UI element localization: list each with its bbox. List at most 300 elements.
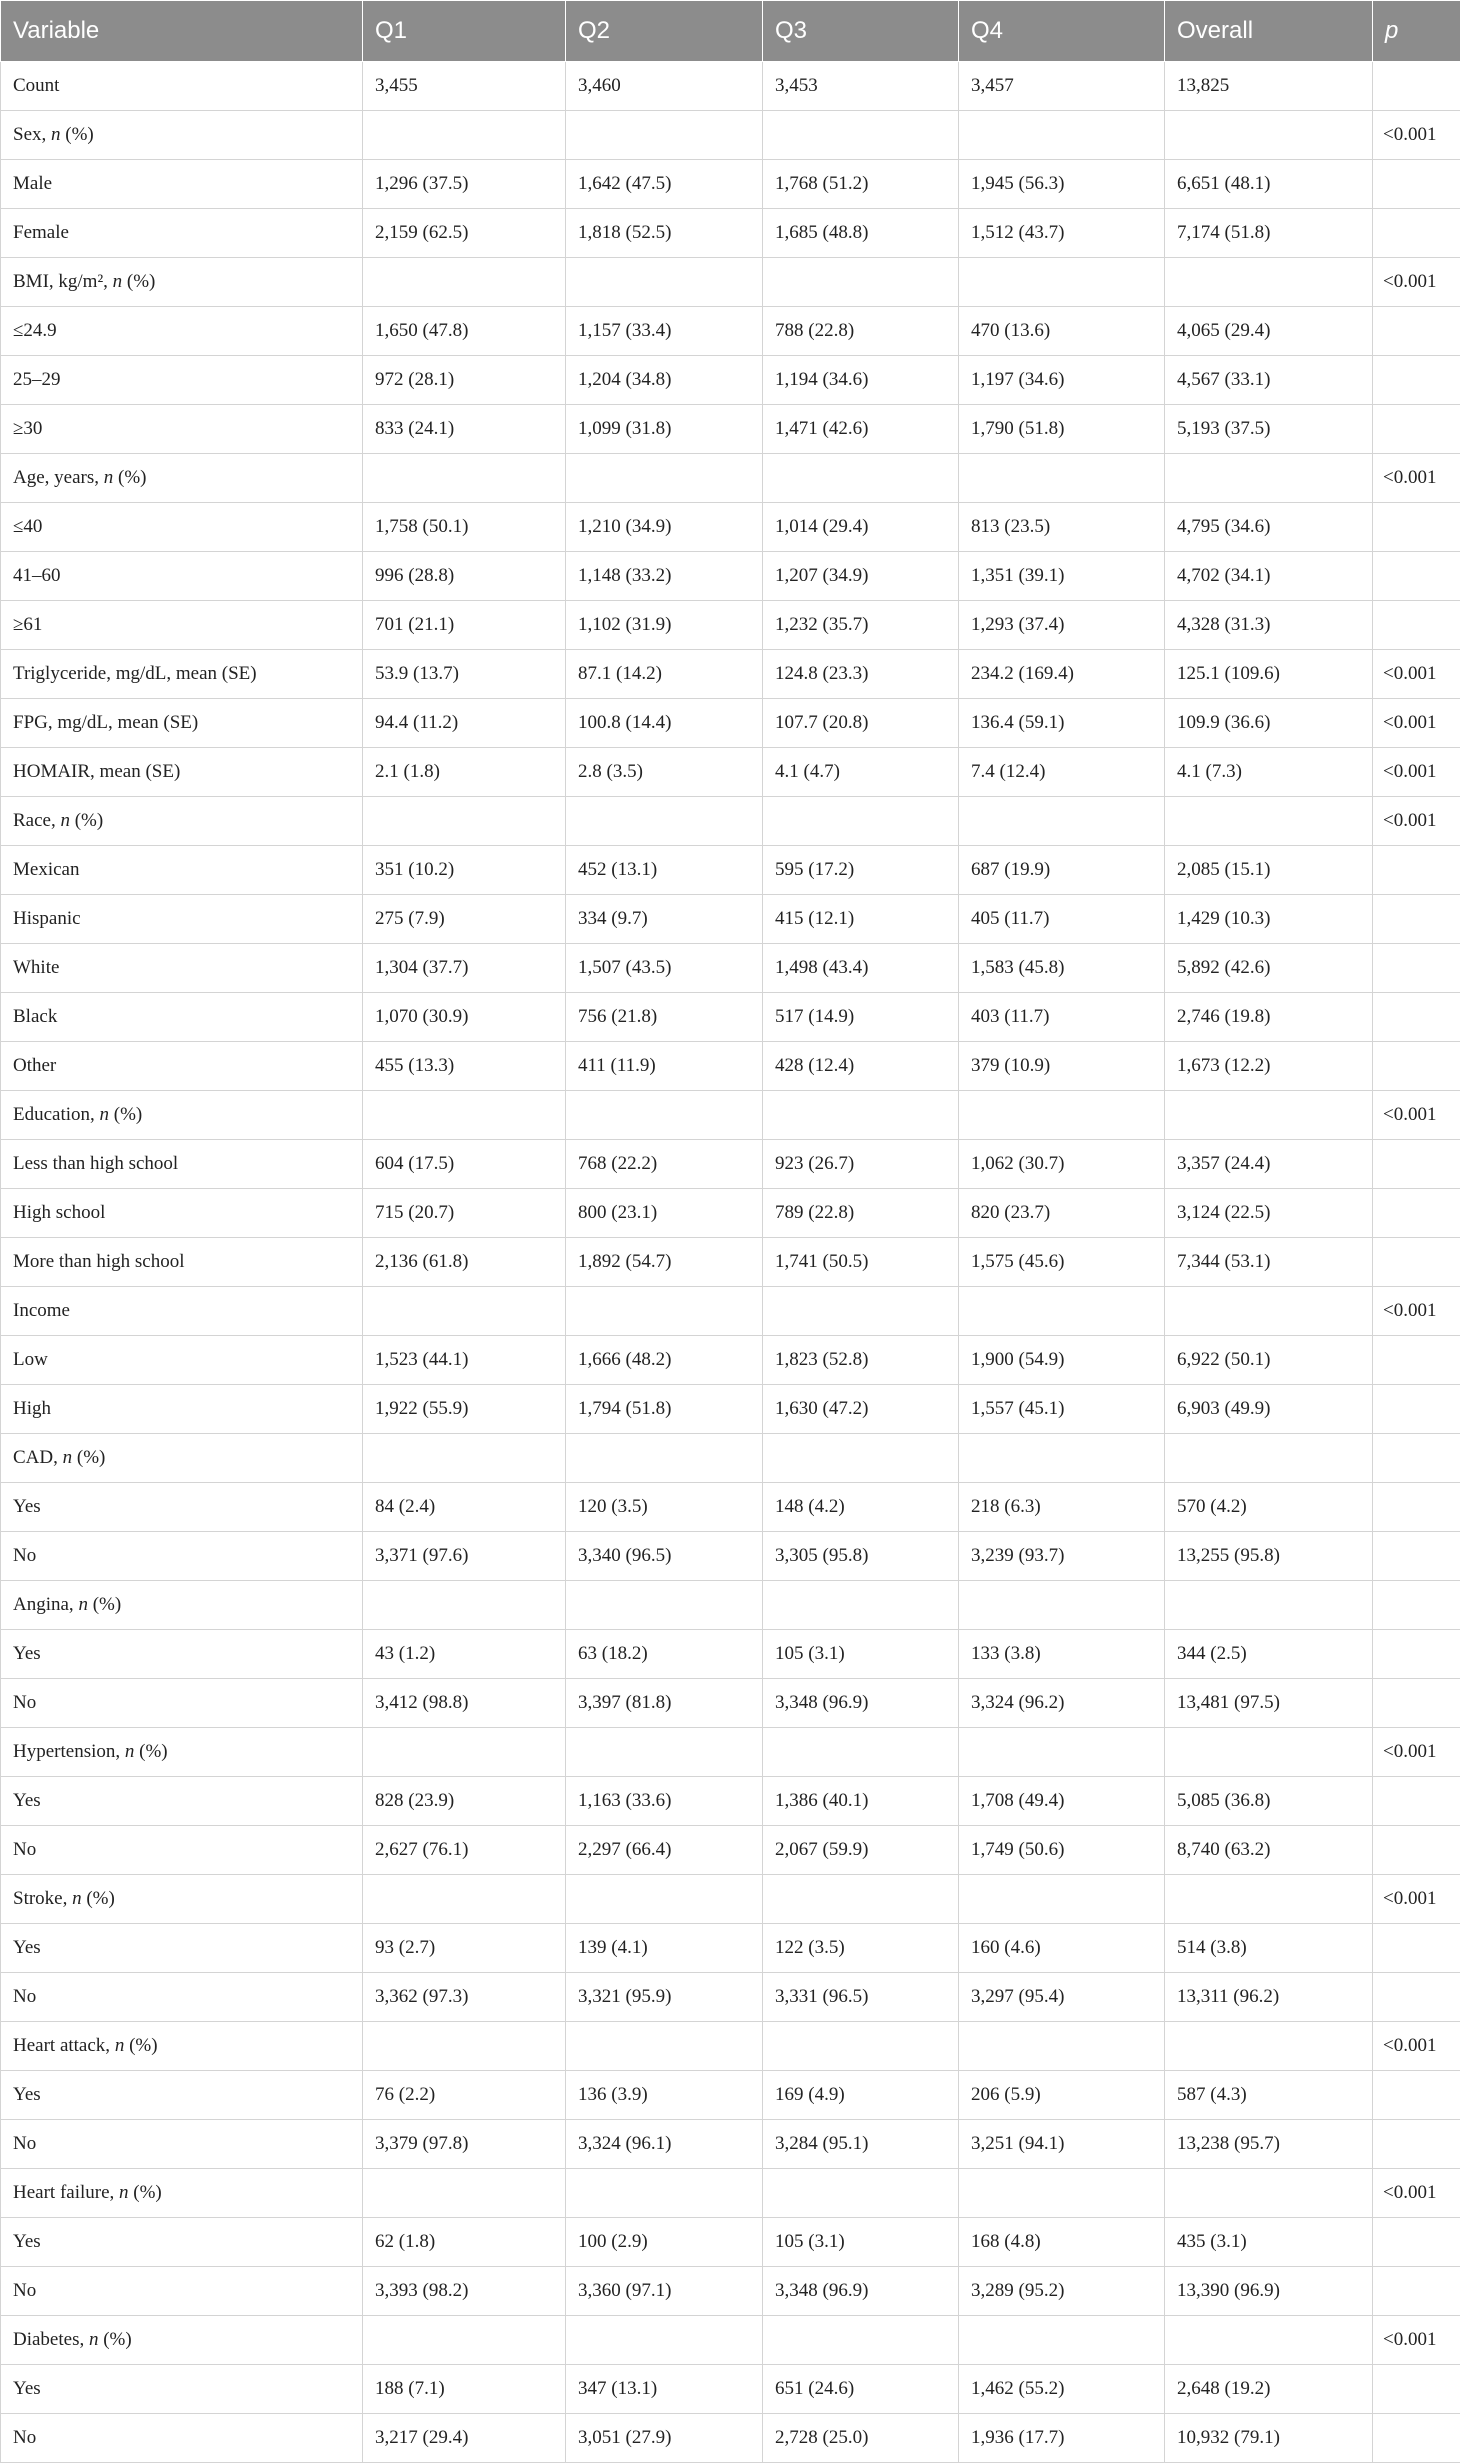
cell-q4: 3,251 (94.1) — [959, 2120, 1165, 2169]
table-row — [1, 1140, 1460, 1189]
cell-overall — [1165, 258, 1373, 307]
cell-q2 — [566, 258, 763, 307]
cell-p — [1373, 1483, 1460, 1532]
cell-p: <0.001 — [1373, 1875, 1460, 1924]
cell-variable: 41–60 — [1, 552, 363, 601]
cell-q2: 1,210 (34.9) — [566, 503, 763, 552]
table-row — [1, 1777, 1460, 1826]
cell-q1: 1,523 (44.1) — [363, 1336, 566, 1385]
cell-variable: Mexican — [1, 846, 363, 895]
cell-q1: 3,379 (97.8) — [363, 2120, 566, 2169]
cell-overall: 570 (4.2) — [1165, 1483, 1373, 1532]
cell-q2: 3,051 (27.9) — [566, 2414, 763, 2463]
cell-q2: 452 (13.1) — [566, 846, 763, 895]
cell-q3: 1,014 (29.4) — [763, 503, 959, 552]
cell-variable: Age, years, n (%) — [1, 454, 363, 503]
cell-q2: 2.8 (3.5) — [566, 748, 763, 797]
cell-overall: 4,328 (31.3) — [1165, 601, 1373, 650]
cell-overall — [1165, 2316, 1373, 2365]
cell-q3 — [763, 1581, 959, 1630]
cell-variable: High school — [1, 1189, 363, 1238]
cell-q3: 1,232 (35.7) — [763, 601, 959, 650]
table-row — [1, 650, 1460, 699]
table-row — [1, 2414, 1460, 2463]
cell-overall: 125.1 (109.6) — [1165, 650, 1373, 699]
cell-p — [1373, 993, 1460, 1042]
cell-q4: 379 (10.9) — [959, 1042, 1165, 1091]
cell-variable: Yes — [1, 1777, 363, 1826]
header-q4: Q4 — [959, 1, 1165, 62]
cell-q4: 168 (4.8) — [959, 2218, 1165, 2267]
cell-q3: 3,453 — [763, 62, 959, 111]
cell-q2: 1,794 (51.8) — [566, 1385, 763, 1434]
cell-q1: 833 (24.1) — [363, 405, 566, 454]
cell-q2: 1,507 (43.5) — [566, 944, 763, 993]
cell-p: <0.001 — [1373, 650, 1460, 699]
cell-variable: Male — [1, 160, 363, 209]
cell-q1: 188 (7.1) — [363, 2365, 566, 2414]
cell-p: <0.001 — [1373, 797, 1460, 846]
cell-q4 — [959, 797, 1165, 846]
cell-variable: CAD, n (%) — [1, 1434, 363, 1483]
cell-q1: 2.1 (1.8) — [363, 748, 566, 797]
cell-q4: 1,708 (49.4) — [959, 1777, 1165, 1826]
cell-q1: 972 (28.1) — [363, 356, 566, 405]
cell-overall: 13,255 (95.8) — [1165, 1532, 1373, 1581]
cell-q3: 923 (26.7) — [763, 1140, 959, 1189]
cell-q4 — [959, 2316, 1165, 2365]
cell-overall: 13,481 (97.5) — [1165, 1679, 1373, 1728]
cell-p: <0.001 — [1373, 1728, 1460, 1777]
cell-q1: 275 (7.9) — [363, 895, 566, 944]
cell-q3 — [763, 2316, 959, 2365]
cell-q3: 651 (24.6) — [763, 2365, 959, 2414]
cell-q4 — [959, 1728, 1165, 1777]
cell-q4: 160 (4.6) — [959, 1924, 1165, 1973]
table-row — [1, 601, 1460, 650]
table-row — [1, 2218, 1460, 2267]
cell-q3: 517 (14.9) — [763, 993, 959, 1042]
cell-q1: 3,362 (97.3) — [363, 1973, 566, 2022]
cell-p — [1373, 1238, 1460, 1287]
cell-overall — [1165, 454, 1373, 503]
cell-q1: 1,296 (37.5) — [363, 160, 566, 209]
cell-p — [1373, 846, 1460, 895]
cell-q4: 206 (5.9) — [959, 2071, 1165, 2120]
cell-q2 — [566, 1728, 763, 1777]
cell-variable: Triglyceride, mg/dL, mean (SE) — [1, 650, 363, 699]
cell-variable: Heart attack, n (%) — [1, 2022, 363, 2071]
cell-overall: 8,740 (63.2) — [1165, 1826, 1373, 1875]
cell-q3: 124.8 (23.3) — [763, 650, 959, 699]
cell-q4: 1,575 (45.6) — [959, 1238, 1165, 1287]
cell-q3: 169 (4.9) — [763, 2071, 959, 2120]
cell-q2: 1,157 (33.4) — [566, 307, 763, 356]
cell-q4: 403 (11.7) — [959, 993, 1165, 1042]
cell-p — [1373, 62, 1460, 111]
cell-q3: 3,305 (95.8) — [763, 1532, 959, 1581]
cell-q2: 1,102 (31.9) — [566, 601, 763, 650]
cell-q2: 1,666 (48.2) — [566, 1336, 763, 1385]
cell-q3: 4.1 (4.7) — [763, 748, 959, 797]
cell-p — [1373, 160, 1460, 209]
cell-q4: 133 (3.8) — [959, 1630, 1165, 1679]
cell-q2: 120 (3.5) — [566, 1483, 763, 1532]
cell-variable: Yes — [1, 1630, 363, 1679]
cell-q1: 94.4 (11.2) — [363, 699, 566, 748]
table-row — [1, 552, 1460, 601]
table-row — [1, 2169, 1460, 2218]
cell-overall: 6,922 (50.1) — [1165, 1336, 1373, 1385]
table-row — [1, 944, 1460, 993]
cell-p: <0.001 — [1373, 454, 1460, 503]
cell-q1: 604 (17.5) — [363, 1140, 566, 1189]
cell-p — [1373, 209, 1460, 258]
cell-q3: 105 (3.1) — [763, 2218, 959, 2267]
cell-q3: 595 (17.2) — [763, 846, 959, 895]
cell-q4: 813 (23.5) — [959, 503, 1165, 552]
cell-q1: 53.9 (13.7) — [363, 650, 566, 699]
cell-variable: No — [1, 1826, 363, 1875]
cell-variable: No — [1, 2120, 363, 2169]
cell-q4: 218 (6.3) — [959, 1483, 1165, 1532]
cell-q4: 3,239 (93.7) — [959, 1532, 1165, 1581]
cell-q1: 3,217 (29.4) — [363, 2414, 566, 2463]
cell-q2: 139 (4.1) — [566, 1924, 763, 1973]
cell-q2: 100 (2.9) — [566, 2218, 763, 2267]
cell-variable: No — [1, 1532, 363, 1581]
table-row — [1, 1679, 1460, 1728]
table-row — [1, 2316, 1460, 2365]
cell-q3 — [763, 2169, 959, 2218]
cell-variable: Angina, n (%) — [1, 1581, 363, 1630]
cell-overall: 344 (2.5) — [1165, 1630, 1373, 1679]
cell-q1 — [363, 1581, 566, 1630]
cell-q4: 3,324 (96.2) — [959, 1679, 1165, 1728]
table-row — [1, 2022, 1460, 2071]
cell-p — [1373, 307, 1460, 356]
cell-overall: 4,702 (34.1) — [1165, 552, 1373, 601]
cell-q2 — [566, 1091, 763, 1140]
cell-variable: More than high school — [1, 1238, 363, 1287]
cell-overall: 4,567 (33.1) — [1165, 356, 1373, 405]
cell-overall: 5,193 (37.5) — [1165, 405, 1373, 454]
cell-q4: 1,512 (43.7) — [959, 209, 1165, 258]
cell-overall: 6,903 (49.9) — [1165, 1385, 1373, 1434]
cell-p: <0.001 — [1373, 258, 1460, 307]
table-row — [1, 1728, 1460, 1777]
table-row — [1, 2120, 1460, 2169]
table-row — [1, 503, 1460, 552]
cell-overall: 1,673 (12.2) — [1165, 1042, 1373, 1091]
table-row — [1, 699, 1460, 748]
cell-q4 — [959, 1287, 1165, 1336]
table-row — [1, 1336, 1460, 1385]
cell-p — [1373, 2267, 1460, 2316]
cell-q3: 122 (3.5) — [763, 1924, 959, 1973]
cell-q3 — [763, 454, 959, 503]
header-q2: Q2 — [566, 1, 763, 62]
cell-variable: Race, n (%) — [1, 797, 363, 846]
cell-p — [1373, 356, 1460, 405]
cell-q2 — [566, 454, 763, 503]
cell-variable: ≥61 — [1, 601, 363, 650]
cell-variable: BMI, kg/m², n (%) — [1, 258, 363, 307]
cell-variable: HOMAIR, mean (SE) — [1, 748, 363, 797]
cell-overall: 13,390 (96.9) — [1165, 2267, 1373, 2316]
table-row — [1, 993, 1460, 1042]
cell-variable: No — [1, 2414, 363, 2463]
cell-q4: 1,293 (37.4) — [959, 601, 1165, 650]
cell-q3: 107.7 (20.8) — [763, 699, 959, 748]
header-variable: Variable — [1, 1, 363, 62]
cell-p — [1373, 1924, 1460, 1973]
cell-q3 — [763, 1875, 959, 1924]
cell-q4 — [959, 111, 1165, 160]
table-row — [1, 62, 1460, 111]
cell-p — [1373, 2365, 1460, 2414]
cell-q3 — [763, 1091, 959, 1140]
table-row — [1, 258, 1460, 307]
cell-q2 — [566, 111, 763, 160]
cell-q4 — [959, 2022, 1165, 2071]
cell-overall — [1165, 111, 1373, 160]
cell-q1: 351 (10.2) — [363, 846, 566, 895]
cell-q2: 1,642 (47.5) — [566, 160, 763, 209]
table-row — [1, 1924, 1460, 1973]
cell-overall: 109.9 (36.6) — [1165, 699, 1373, 748]
cell-overall: 6,651 (48.1) — [1165, 160, 1373, 209]
cell-q3: 1,741 (50.5) — [763, 1238, 959, 1287]
cell-variable: Yes — [1, 2071, 363, 2120]
cell-overall — [1165, 1875, 1373, 1924]
cell-q2: 1,099 (31.8) — [566, 405, 763, 454]
table-row — [1, 405, 1460, 454]
cell-p — [1373, 2120, 1460, 2169]
cell-q4: 1,749 (50.6) — [959, 1826, 1165, 1875]
cell-p — [1373, 1679, 1460, 1728]
cell-overall: 13,311 (96.2) — [1165, 1973, 1373, 2022]
cell-overall — [1165, 1091, 1373, 1140]
cell-p — [1373, 1630, 1460, 1679]
cell-variable: ≤40 — [1, 503, 363, 552]
cell-q2: 3,397 (81.8) — [566, 1679, 763, 1728]
cell-q3: 105 (3.1) — [763, 1630, 959, 1679]
cell-overall: 4,795 (34.6) — [1165, 503, 1373, 552]
table-row — [1, 1826, 1460, 1875]
cell-overall: 5,892 (42.6) — [1165, 944, 1373, 993]
cell-p — [1373, 405, 1460, 454]
cell-q3 — [763, 111, 959, 160]
cell-q2: 1,204 (34.8) — [566, 356, 763, 405]
cell-q4: 1,062 (30.7) — [959, 1140, 1165, 1189]
cell-q2: 1,892 (54.7) — [566, 1238, 763, 1287]
cell-overall — [1165, 797, 1373, 846]
cell-q3: 789 (22.8) — [763, 1189, 959, 1238]
cell-p — [1373, 2218, 1460, 2267]
cell-p — [1373, 1777, 1460, 1826]
cell-q2 — [566, 797, 763, 846]
cell-p: <0.001 — [1373, 2316, 1460, 2365]
cell-q2 — [566, 1434, 763, 1483]
cell-variable: No — [1, 1679, 363, 1728]
table-body — [1, 62, 1460, 2463]
cell-p: <0.001 — [1373, 748, 1460, 797]
cell-variable: Yes — [1, 1483, 363, 1532]
table-row — [1, 797, 1460, 846]
table-row — [1, 209, 1460, 258]
table-row — [1, 1434, 1460, 1483]
cell-p — [1373, 1385, 1460, 1434]
table-row — [1, 748, 1460, 797]
cell-p — [1373, 2414, 1460, 2463]
cell-q2: 3,360 (97.1) — [566, 2267, 763, 2316]
cell-q2: 3,321 (95.9) — [566, 1973, 763, 2022]
cell-p — [1373, 503, 1460, 552]
cell-overall: 5,085 (36.8) — [1165, 1777, 1373, 1826]
cell-overall: 2,648 (19.2) — [1165, 2365, 1373, 2414]
cell-q3: 1,768 (51.2) — [763, 160, 959, 209]
cell-p — [1373, 1189, 1460, 1238]
cell-q1 — [363, 2316, 566, 2365]
table-row — [1, 1091, 1460, 1140]
cell-q3 — [763, 2022, 959, 2071]
table-row — [1, 1189, 1460, 1238]
cell-overall: 10,932 (79.1) — [1165, 2414, 1373, 2463]
cell-q4 — [959, 454, 1165, 503]
cell-p — [1373, 1581, 1460, 1630]
cell-q4: 470 (13.6) — [959, 307, 1165, 356]
cell-q4: 687 (19.9) — [959, 846, 1165, 895]
cell-q1 — [363, 1875, 566, 1924]
cell-q2: 1,818 (52.5) — [566, 209, 763, 258]
cell-q4: 1,900 (54.9) — [959, 1336, 1165, 1385]
cell-variable: Yes — [1, 2365, 363, 2414]
cell-q1: 701 (21.1) — [363, 601, 566, 650]
cell-q3: 1,823 (52.8) — [763, 1336, 959, 1385]
cell-q1: 2,136 (61.8) — [363, 1238, 566, 1287]
cell-q3: 415 (12.1) — [763, 895, 959, 944]
cell-variable: ≥30 — [1, 405, 363, 454]
cell-overall: 4.1 (7.3) — [1165, 748, 1373, 797]
cell-q1: 93 (2.7) — [363, 1924, 566, 1973]
cell-q2: 3,460 — [566, 62, 763, 111]
cell-variable: Hypertension, n (%) — [1, 1728, 363, 1777]
cell-q1 — [363, 797, 566, 846]
cell-overall: 3,357 (24.4) — [1165, 1140, 1373, 1189]
cell-q1: 715 (20.7) — [363, 1189, 566, 1238]
cell-variable: Heart failure, n (%) — [1, 2169, 363, 2218]
cell-q3: 3,348 (96.9) — [763, 2267, 959, 2316]
cell-q3: 3,284 (95.1) — [763, 2120, 959, 2169]
cell-q4: 1,945 (56.3) — [959, 160, 1165, 209]
cell-q1: 1,070 (30.9) — [363, 993, 566, 1042]
cell-q1: 1,650 (47.8) — [363, 307, 566, 356]
cell-q4 — [959, 2169, 1165, 2218]
cell-variable: No — [1, 1973, 363, 2022]
cell-q1: 1,922 (55.9) — [363, 1385, 566, 1434]
cell-variable: Yes — [1, 2218, 363, 2267]
cell-q2 — [566, 2169, 763, 2218]
table-row — [1, 1483, 1460, 1532]
table-row — [1, 1532, 1460, 1581]
cell-q4: 3,297 (95.4) — [959, 1973, 1165, 2022]
cell-overall: 2,085 (15.1) — [1165, 846, 1373, 895]
cell-q2: 136 (3.9) — [566, 2071, 763, 2120]
cell-variable: Hispanic — [1, 895, 363, 944]
cell-variable: Sex, n (%) — [1, 111, 363, 160]
cell-p — [1373, 1336, 1460, 1385]
cell-p: <0.001 — [1373, 2169, 1460, 2218]
cell-q3: 1,630 (47.2) — [763, 1385, 959, 1434]
cell-q4: 1,936 (17.7) — [959, 2414, 1165, 2463]
table-row — [1, 1630, 1460, 1679]
cell-variable: Diabetes, n (%) — [1, 2316, 363, 2365]
cell-overall — [1165, 2022, 1373, 2071]
header-p: p — [1373, 1, 1460, 62]
cell-q1: 84 (2.4) — [363, 1483, 566, 1532]
cell-overall: 587 (4.3) — [1165, 2071, 1373, 2120]
cell-q2: 756 (21.8) — [566, 993, 763, 1042]
cell-overall: 435 (3.1) — [1165, 2218, 1373, 2267]
cell-q1: 43 (1.2) — [363, 1630, 566, 1679]
cell-q4: 234.2 (169.4) — [959, 650, 1165, 699]
cell-q1 — [363, 2022, 566, 2071]
table-row — [1, 356, 1460, 405]
cell-q1 — [363, 1728, 566, 1777]
cell-variable: No — [1, 2267, 363, 2316]
table-row — [1, 2071, 1460, 2120]
cell-q4: 1,462 (55.2) — [959, 2365, 1165, 2414]
cell-overall: 3,124 (22.5) — [1165, 1189, 1373, 1238]
cell-q2: 411 (11.9) — [566, 1042, 763, 1091]
cell-p: <0.001 — [1373, 111, 1460, 160]
cell-overall — [1165, 1287, 1373, 1336]
cell-q4: 820 (23.7) — [959, 1189, 1165, 1238]
cell-q2: 3,340 (96.5) — [566, 1532, 763, 1581]
cell-q2: 100.8 (14.4) — [566, 699, 763, 748]
cell-q3 — [763, 1434, 959, 1483]
cell-variable: Yes — [1, 1924, 363, 1973]
cell-p — [1373, 1140, 1460, 1189]
cell-q3: 788 (22.8) — [763, 307, 959, 356]
cell-q2: 1,163 (33.6) — [566, 1777, 763, 1826]
cell-q4 — [959, 1091, 1165, 1140]
cell-q1: 3,455 — [363, 62, 566, 111]
cell-variable: Low — [1, 1336, 363, 1385]
cell-variable: Other — [1, 1042, 363, 1091]
cell-overall: 7,344 (53.1) — [1165, 1238, 1373, 1287]
cell-q3: 2,728 (25.0) — [763, 2414, 959, 2463]
table-row — [1, 1287, 1460, 1336]
cell-variable: White — [1, 944, 363, 993]
cell-q2 — [566, 1875, 763, 1924]
cell-q3: 3,348 (96.9) — [763, 1679, 959, 1728]
cell-q2: 1,148 (33.2) — [566, 552, 763, 601]
cell-q4: 1,351 (39.1) — [959, 552, 1165, 601]
cell-q1: 62 (1.8) — [363, 2218, 566, 2267]
cell-overall — [1165, 1728, 1373, 1777]
cell-q1 — [363, 258, 566, 307]
cell-overall: 13,825 — [1165, 62, 1373, 111]
cell-q2: 768 (22.2) — [566, 1140, 763, 1189]
cell-q1 — [363, 1287, 566, 1336]
cell-q4: 7.4 (12.4) — [959, 748, 1165, 797]
cell-q4: 1,583 (45.8) — [959, 944, 1165, 993]
cell-q2: 2,297 (66.4) — [566, 1826, 763, 1875]
table-row — [1, 895, 1460, 944]
cell-overall: 514 (3.8) — [1165, 1924, 1373, 1973]
